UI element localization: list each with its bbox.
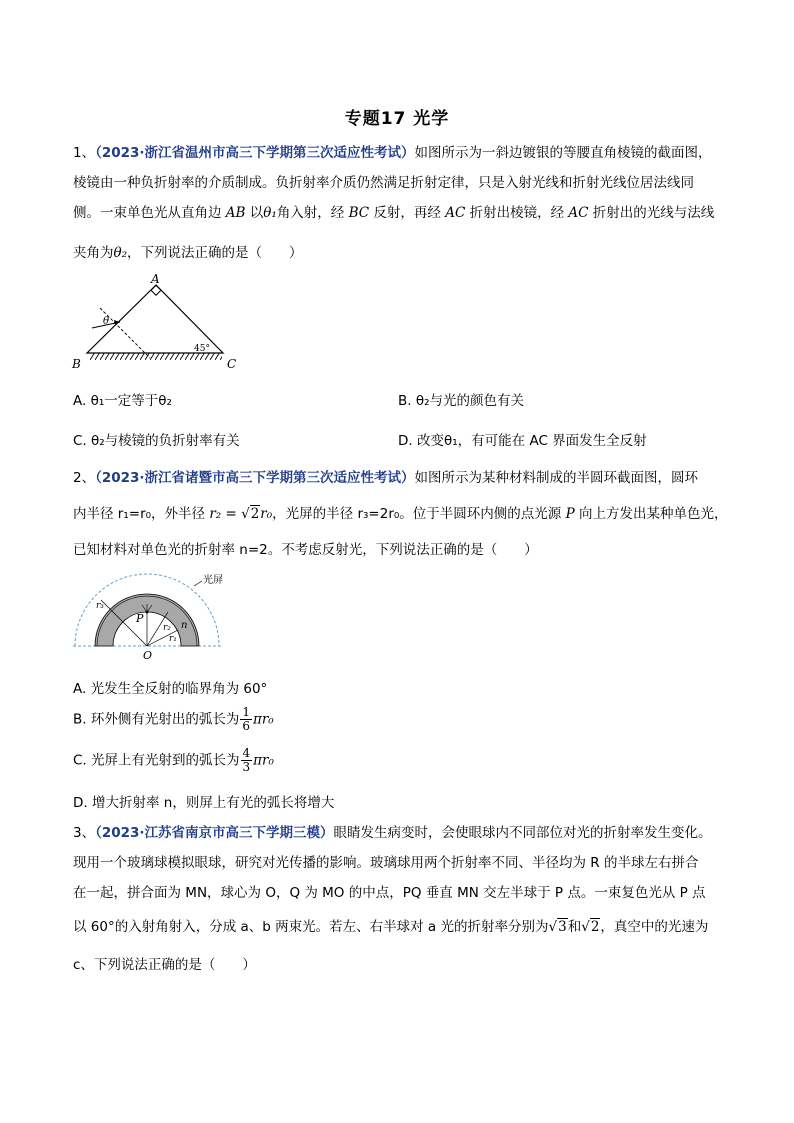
q2-line-2: 内半径 r₁=r₀，外半径 r₂ = √2r₀，光屏的半径 r₃=2r₀。位于半圆环内侧的点光源 P 向上方发出某种单色光， <box>73 506 728 522</box>
q1-option-b[interactable]: B. θ₂与光的颜色有关 <box>398 393 525 409</box>
page-title: 专题17 光学 <box>344 109 450 129</box>
q2-label-r2: r₂ <box>163 623 171 633</box>
q3-line-2: 现用一个玻璃球模拟眼球，研究对光传播的影响。玻璃球用两个折射率不同、半径均为 R 的半球左右拼合 <box>73 855 699 871</box>
q2-option-c[interactable]: C. 光屏上有光射到的弧长为 $\frac{4}{3}$ πr₀ <box>73 746 274 774</box>
q1-label-a: A <box>151 272 160 286</box>
q1-option-d[interactable]: D. 改变θ₁，有可能在 AC 界面发生全反射 <box>398 433 647 449</box>
q2-label-p: P <box>136 612 144 625</box>
q1-line-3: 侧。一束单色光从直角边 AB 以θ₁角入射，经 BC 反射，再经 AC 折射出棱镜，经 AC 折射出的光线与法线 <box>73 205 715 221</box>
q1-prism-figure <box>70 272 250 376</box>
q2-screen-label: 光屏 <box>203 575 223 586</box>
q3-line-4: 以 60°的入射角射入，分成 a、b 两束光。若左、右半球对 a 光的折射率分别为√3和√2，真空中的光速为 <box>73 919 709 935</box>
q1-option-c[interactable]: C. θ₂与棱镜的负折射率有关 <box>73 433 240 449</box>
q2-label-r1: r₁ <box>169 634 177 644</box>
q1-line-1 <box>73 139 733 168</box>
q3-source: （2023·江苏省南京市高三下学期三模） <box>95 825 334 841</box>
q2-option-d[interactable]: D. 增大折射率 n，则屏上有光的弧长将增大 <box>73 795 335 811</box>
q3-line-3: 在一起，拼合面为 MN，球心为 O，Q 为 MO 的中点，PQ 垂直 MN 交左半球于 P 点。一束复色光从 P 点 <box>73 885 706 901</box>
q2-line-3: 已知材料对单色光的折射率 n=2。不考虑反射光，下列说法正确的是（ ） <box>73 542 538 558</box>
q1-text-1: 如图所示为一斜边镀银的等腰直角棱镜的截面图， <box>414 145 712 161</box>
q2-source: （2023·浙江省诸暨市高三下学期第三次适应性考试） <box>95 470 415 486</box>
q1-source: （2023·浙江省温州市高三下学期第三次适应性考试） <box>95 145 415 161</box>
q2-ring-figure <box>66 570 241 662</box>
q1-line-4: 夹角为θ₂，下列说法正确的是（ ） <box>73 245 303 261</box>
q1-angle-45: 45° <box>194 344 210 354</box>
q3-line-5: c、下列说法正确的是（ ） <box>73 957 256 973</box>
q2-option-a[interactable]: A. 光发生全反射的临界角为 60° <box>73 681 268 697</box>
q2-label-o: O <box>143 649 153 662</box>
q2-label-n: n <box>181 620 188 631</box>
q1-label-c: C <box>227 357 237 371</box>
q2-label-r3: r₃ <box>96 601 104 611</box>
q1-number: 1、 <box>73 145 96 161</box>
q1-option-a[interactable]: A. θ₁一定等于θ₂ <box>73 393 172 409</box>
q1-label-b: B <box>72 357 81 371</box>
q1-line-2: 棱镜由一种负折射率的介质制成。负折射率介质仍然满足折射定律，只是入射光线和折射光线位居法线同 <box>73 175 694 191</box>
q1-label-theta: θ <box>103 316 110 327</box>
q3-line-1: 3、（2023·江苏省南京市高三下学期三模）眼睛发生病变时，会使眼球内不同部位对光的折射率发生变化。 <box>73 825 712 841</box>
q2-option-b[interactable]: B. 环外侧有光射出的弧长为 $\frac{1}{6}$ πr₀ <box>73 705 274 733</box>
q2-line-1: 2、（2023·浙江省诸暨市高三下学期第三次适应性考试）如图所示为某种材料制成的半圆环截面图，圆环 <box>73 470 699 486</box>
